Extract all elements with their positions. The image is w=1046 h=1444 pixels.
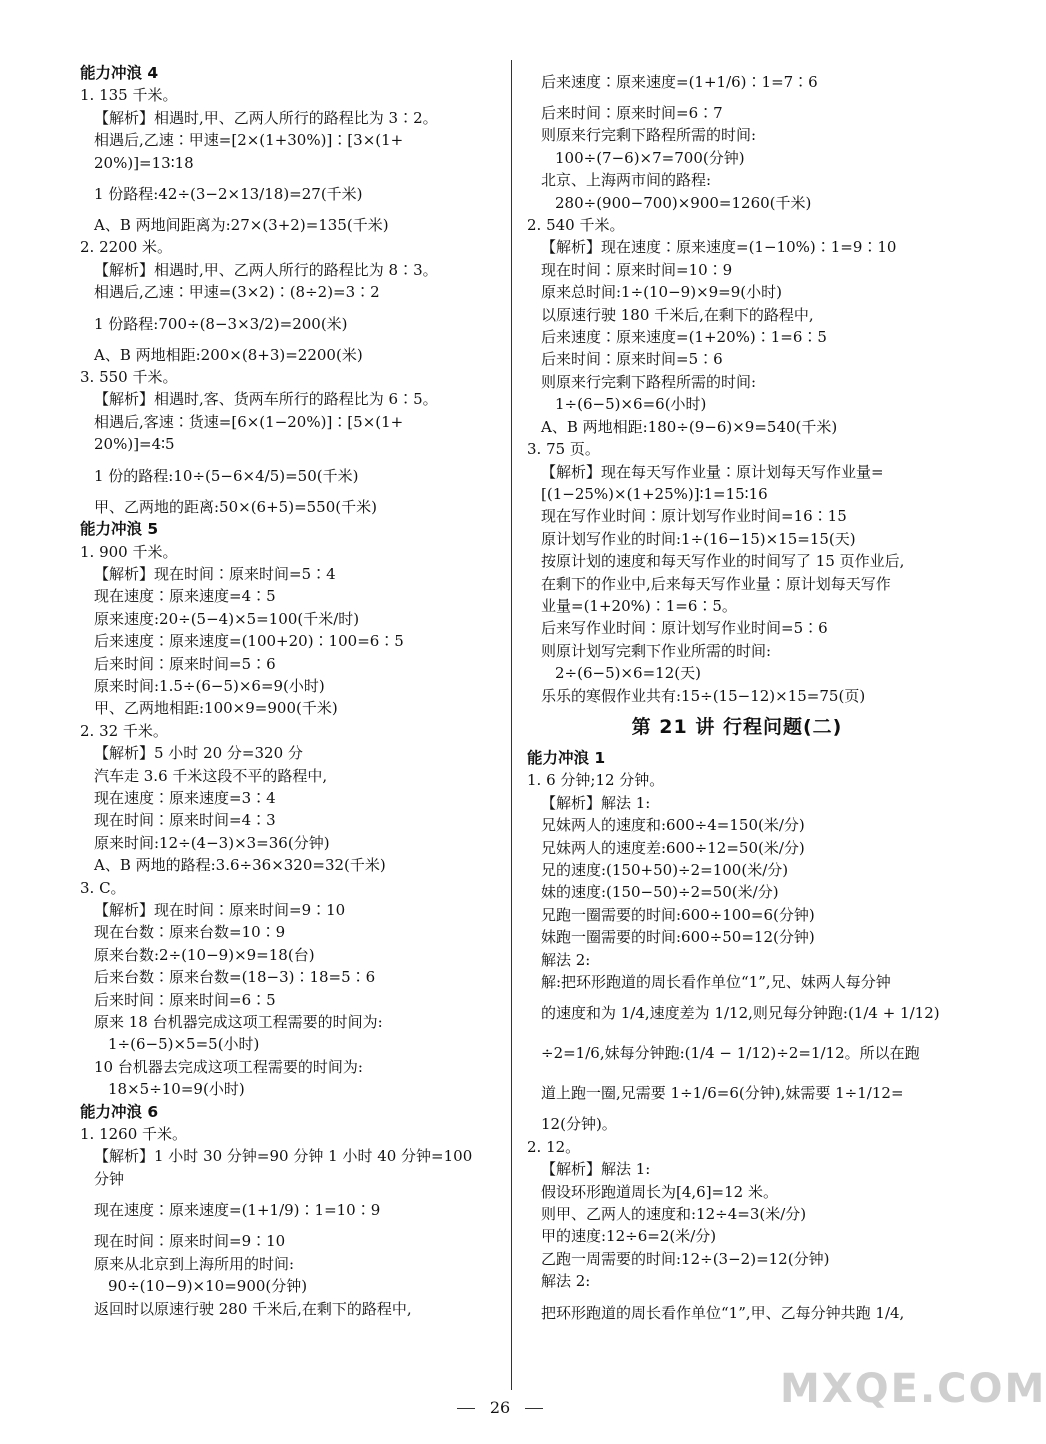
left-line: 汽车走 3.6 千米这段不平的路程中, xyxy=(94,766,328,785)
left-line: 【解析】相遇时,甲、乙两人所行的路程比为 3∶2。 xyxy=(94,108,438,127)
left-line: 90÷(10−9)×10=900(分钟) xyxy=(108,1277,308,1296)
right-line: 以原速行驶 180 千米后,在剩下的路程中, xyxy=(541,305,814,324)
left-line: 1 份的路程:10÷(5−6×4/5)=50(千米) xyxy=(94,466,359,485)
right-line: 北京、上海两市间的路程: xyxy=(541,171,712,190)
column-divider xyxy=(511,60,512,1390)
left-line: 3. 550 千米。 xyxy=(80,368,178,387)
right-line: 妹跑一圈需要的时间:600÷50=12(分钟) xyxy=(541,928,815,947)
right-line: 2. 12。 xyxy=(527,1137,581,1156)
left-line: 甲、乙两地相距:100×9=900(千米) xyxy=(94,699,338,718)
right-line: 2. 540 千米。 xyxy=(527,216,625,235)
left-line: 1. 1260 千米。 xyxy=(80,1125,188,1144)
right-line: 则甲、乙两人的速度和:12÷4=3(米/分) xyxy=(541,1205,807,1224)
right-line: 2÷(6−5)×6=12(天) xyxy=(555,664,701,683)
left-line: 分钟 xyxy=(94,1169,125,1188)
right-line: 则原来行完剩下路程所需的时间: xyxy=(541,372,757,391)
left-line: 20%)]=4∶5 xyxy=(94,435,175,454)
left-line: 现在速度∶原来速度=3∶4 xyxy=(94,788,276,807)
right-line: 甲的速度:12÷6=2(米/分) xyxy=(541,1227,717,1246)
left-line: 2. 2200 米。 xyxy=(80,238,173,257)
left-line: 10 台机器去完成这项工程需要的时间为: xyxy=(94,1057,363,1076)
left-line: 现在速度∶原来速度=(1+1/9)∶1=10∶9 xyxy=(94,1201,381,1220)
watermark-text: MXQE.COM xyxy=(780,1366,1046,1412)
right-line: 按原计划的速度和每天写作业的时间写了 15 页作业后, xyxy=(541,552,905,571)
left-line: 3. C。 xyxy=(80,878,126,897)
left-line: 【解析】5 小时 20 分=320 分 xyxy=(94,744,303,763)
right-line: 12(分钟)。 xyxy=(541,1115,617,1134)
right-line: 兄妹两人的速度差:600÷12=50(米/分) xyxy=(541,838,805,857)
right-line: 【解析】解法 1: xyxy=(541,793,651,812)
right-line: 1. 6 分钟;12 分钟。 xyxy=(527,771,665,790)
left-line: 后来时间∶原来时间=5∶6 xyxy=(94,654,276,673)
right-line: 则原计划写完剩下作业所需的时间: xyxy=(541,641,772,660)
left-line: 1. 135 千米。 xyxy=(80,86,178,105)
left-line: 后来台数∶原来台数=(18−3)∶18=5∶6 xyxy=(94,968,376,987)
left-line: A、B 两地相距:200×(8+3)=2200(米) xyxy=(94,345,363,364)
right-line: 则原来行完剩下路程所需的时间: xyxy=(541,126,757,145)
footer-dash-left xyxy=(457,1408,475,1409)
right-line: 兄的速度:(150+50)÷2=100(米/分) xyxy=(541,861,789,879)
left-line: 【解析】现在时间∶原来时间=5∶4 xyxy=(94,564,336,583)
left-line: 现在速度∶原来速度=4∶5 xyxy=(94,587,276,606)
right-line: 第 21 讲 行程问题(二) xyxy=(631,715,843,738)
right-line: 100÷(7−6)×7=700(分钟) xyxy=(555,148,745,167)
right-line: 280÷(900−700)×900=1260(千米) xyxy=(555,193,812,212)
left-line: 能力冲浪 5 xyxy=(80,520,159,539)
left-line: 2. 32 千米。 xyxy=(80,721,168,740)
right-line: ÷2=1/6,妹每分钟跑:(1/4 − 1/12)÷2=1/12。所以在跑 xyxy=(541,1044,920,1063)
page-number: 26 xyxy=(489,1398,511,1417)
left-line: 1 份路程:42÷(3−2×13/18)=27(千米) xyxy=(94,185,363,204)
right-line: 道上跑一圈,兄需要 1÷1/6=6(分钟),妹需要 1÷1/12= xyxy=(541,1084,904,1103)
left-line: 原来时间:1.5÷(6−5)×6=9(小时) xyxy=(94,676,325,695)
left-line: 相遇后,乙速∶甲速=(3×2)∶(8÷2)=3∶2 xyxy=(94,283,380,302)
left-line: 后来时间∶原来时间=6∶5 xyxy=(94,990,276,1009)
right-line: 乙跑一周需要的时间:12÷(3−2)=12(分钟) xyxy=(541,1249,830,1268)
left-line: A、B 两地的路程:3.6÷36×320=32(千米) xyxy=(94,856,386,875)
right-line: 原来总时间:1÷(10−9)×9=9(小时) xyxy=(541,283,782,302)
right-line: 解法 2: xyxy=(541,950,591,969)
right-line: 后来速度∶原来速度=(1+1/6)∶1=7∶6 xyxy=(541,73,818,91)
left-line: 【解析】相遇时,甲、乙两人所行的路程比为 8∶3。 xyxy=(94,260,438,279)
left-line: 原来台数:2÷(10−9)×9=18(台) xyxy=(94,945,315,964)
left-line: 【解析】现在时间∶原来时间=9∶10 xyxy=(94,901,346,919)
left-line: 现在时间∶原来时间=4∶3 xyxy=(94,811,276,830)
right-line: 后来速度∶原来速度=(1+20%)∶1=6∶5 xyxy=(541,328,827,347)
left-line: 能力冲浪 4 xyxy=(80,64,159,82)
left-line: 后来速度∶原来速度=(100+20)∶100=6∶5 xyxy=(94,632,404,651)
left-line: 1÷(6−5)×5=5(小时) xyxy=(108,1035,260,1054)
left-line: 【解析】1 小时 30 分钟=90 分钟 1 小时 40 分钟=100 xyxy=(94,1147,473,1166)
right-line: 【解析】解法 1: xyxy=(541,1160,651,1179)
left-line: 18×5÷10=9(小时) xyxy=(108,1080,245,1099)
right-line: 【解析】现在速度∶原来速度=(1−10%)∶1=9∶10 xyxy=(541,238,897,257)
left-line: 20%)]=13∶18 xyxy=(94,153,194,172)
right-line: 的速度和为 1/4,速度差为 1/12,则兄每分钟跑:(1/4 + 1/12) xyxy=(541,1004,940,1023)
left-line: 返回时以原速行驶 280 千米后,在剩下的路程中, xyxy=(94,1299,412,1318)
left-line: 原来时间:12÷(4−3)×3=36(分钟) xyxy=(94,833,330,852)
right-line: 现在时间∶原来时间=10∶9 xyxy=(541,260,733,279)
left-line: 现在时间∶原来时间=9∶10 xyxy=(94,1232,286,1251)
right-column xyxy=(527,62,947,1333)
right-line: 解:把环形跑道的周长看作单位“1”,兄、妹两人每分钟 xyxy=(541,973,891,992)
left-line: 原来速度:20÷(5−4)×5=100(千米/时) xyxy=(94,609,360,628)
right-line: 1÷(6−5)×6=6(小时) xyxy=(555,395,707,414)
right-line: 兄妹两人的速度和:600÷4=150(米/分) xyxy=(541,816,805,835)
left-line: 1. 900 千米。 xyxy=(80,542,178,561)
left-line: 甲、乙两地的距离:50×(6+5)=550(千米) xyxy=(94,497,377,516)
left-line: 相遇后,乙速∶甲速=[2×(1+30%)]∶[3×(1+ xyxy=(94,131,404,150)
left-line: 相遇后,客速∶货速=[6×(1−20%)]∶[5×(1+ xyxy=(94,412,404,431)
right-line: 业量=(1+20%)∶1=6∶5。 xyxy=(541,596,737,615)
right-line: 假设环形跑道周长为[4,6]=12 米。 xyxy=(541,1182,778,1201)
right-line: 乐乐的寒假作业共有:15÷(15−12)×15=75(页) xyxy=(541,686,866,705)
left-line: 原来 18 台机器完成这项工程需要的时间为: xyxy=(94,1013,383,1032)
left-line: A、B 两地间距离为:27×(3+2)=135(千米) xyxy=(94,216,389,235)
footer-dash-right xyxy=(525,1408,543,1409)
right-line: 把环形跑道的周长看作单位“1”,甲、乙每分钟共跑 1/4, xyxy=(541,1303,905,1322)
right-line: 【解析】现在每天写作业量∶原计划每天写作业量= xyxy=(541,462,884,481)
left-line: 1 份路程:700÷(8−3×3/2)=200(米) xyxy=(94,314,348,333)
right-line: 3. 75 页。 xyxy=(527,440,600,459)
right-line: 现在写作业时间∶原计划写作业时间=16∶15 xyxy=(541,507,847,526)
left-line: 原来从北京到上海所用的时间: xyxy=(94,1254,295,1273)
right-line: A、B 两地相距:180÷(9−6)×9=540(千米) xyxy=(541,417,838,436)
right-line: 能力冲浪 1 xyxy=(527,748,606,767)
right-line: 后来时间∶原来时间=6∶7 xyxy=(541,104,723,122)
right-line: 在剩下的作业中,后来每天写作业量∶原计划每天写作 xyxy=(541,574,891,593)
left-line: 现在台数∶原来台数=10∶9 xyxy=(94,923,286,942)
right-line: 原计划写作业的时间:1÷(16−15)×15=15(天) xyxy=(541,529,856,548)
left-column xyxy=(80,62,500,1320)
right-line: 后来写作业时间∶原计划写作业时间=5∶6 xyxy=(541,619,828,638)
left-line: 【解析】相遇时,客、货两车所行的路程比为 6∶5。 xyxy=(94,390,438,409)
right-line: 后来时间∶原来时间=5∶6 xyxy=(541,350,723,369)
right-line: [(1−25%)×(1+25%)]∶1=15∶16 xyxy=(541,484,768,503)
right-line: 兄跑一圈需要的时间:600÷100=6(分钟) xyxy=(541,905,815,924)
left-line: 能力冲浪 6 xyxy=(80,1102,159,1121)
right-line: 妹的速度:(150−50)÷2=50(米/分) xyxy=(541,883,779,902)
right-line: 解法 2: xyxy=(541,1272,591,1291)
